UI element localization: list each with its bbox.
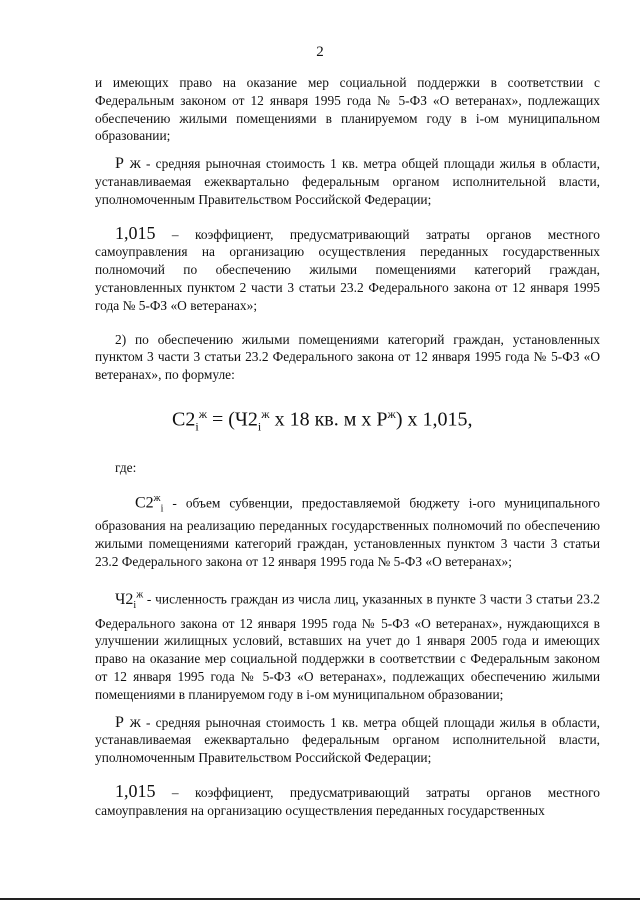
formula-mid-sub: i — [257, 419, 262, 434]
formula-rest: х 18 кв. м х Р — [269, 408, 388, 431]
paragraph-text: – коэффициент, предусматривающий затраты органов местного самоуправления на организацию осуществления переданных государственных — [95, 785, 600, 818]
paragraph-text: - численность граждан из числа лиц, указанных в пункте 3 части 3 статьи 23.2 Федерального закона от 12 января 1995 года № 5-ФЗ «О ветеранах», нуждающихся в улучшении жилищных условий, вставших на учет до 1 января 2005 года и имеющих право на оказание мер социальной поддержки в соответствии с Федеральным законом от 12 января 1995 года № 5-ФЗ «О ветеранах», подлежащих обеспечению жилыми помещениями в планируемом году в i-ом муниципальном образовании; — [95, 591, 600, 702]
paragraph-text: – коэффициент, предусматривающий затраты органов местного самоуправления на организацию осуществления переданных государственных полномочий по обеспечению жилыми помещениями категорий граждан, установленных пунктом 2 части 3 статьи 23.2 Федерального закона от 12 января 1995 года № 5-ФЗ «О ветеранах»; — [95, 226, 600, 313]
page-number: 2 — [316, 44, 324, 60]
paragraph-coefficient — [95, 222, 600, 315]
symbol-ch2-base: Ч2 — [115, 590, 134, 608]
symbol-ch2 — [115, 589, 144, 611]
formula-r-sup: ж — [387, 406, 396, 421]
paragraph-market-price — [95, 155, 600, 208]
formula-eq: = (Ч2 — [206, 408, 258, 431]
symbol-r: Р ж — [115, 713, 141, 731]
symbol-c2-base: С2 — [135, 494, 154, 512]
paragraph-coefficient-2 — [95, 783, 600, 820]
paragraph-text: - средняя рыночная стоимость 1 кв. метра общей площади жилья в области, устанавливаемая ежеквартально федеральным органом исполнительной власти, уполномоченным Правительством Российской Федерации; — [95, 714, 600, 766]
formula-lhs-sub: i — [195, 419, 199, 434]
paragraph-text: - средняя рыночная стоимость 1 кв. метра общей площади жилья в области, устанавливаемая ежеквартально федеральным органом исполнительной власти, уполномоченным Правительством Российской Федерации; — [95, 156, 600, 207]
symbol-c2-sup: ж — [153, 493, 161, 505]
paragraph-market-price-2 — [95, 714, 600, 767]
symbol-ch2-sup: ж — [136, 589, 144, 601]
paragraph-item-2: 2) по обеспечению жилыми помещениями категорий граждан, установленных пунктом 3 части 3 статьи 23.2 Федерального закона от 12 января 1995 года № 5-ФЗ «О ветеранах», по формуле: — [95, 331, 600, 383]
coefficient-value: 1,015 — [115, 781, 156, 801]
symbol-c2 — [115, 492, 163, 517]
formula-lhs: С2 — [172, 408, 196, 431]
bottom-divider — [0, 898, 640, 900]
where-label: где: — [115, 459, 137, 475]
formula-lhs-sup: ж — [198, 406, 207, 421]
formula-tail: ) х 1,015, — [395, 408, 473, 431]
paragraph-subvention — [95, 492, 600, 570]
symbol-c2-sub: i — [160, 503, 164, 515]
symbol-ch2-sub: i — [133, 599, 137, 611]
paragraph-number-of-citizens — [95, 586, 600, 703]
document-body — [95, 74, 600, 820]
formula-mid-sup: ж — [261, 406, 270, 421]
paragraph-continuation: и имеющих право на оказание мер социальной поддержки в соответствии с Федеральным законом от 12 января 1995 года № 5-ФЗ «О ветеранах», подлежащих обеспечению жилыми помещениями в планируемом году в i-ом муниципальном образовании; — [95, 75, 600, 144]
coefficient-value: 1,015 — [115, 222, 156, 243]
formula — [172, 402, 600, 439]
paragraph-text: - объем субвенции, предоставляемой бюджету i-ого муниципального образования на реализацию переданных государственных полномочий по обеспечению жилыми помещениями категорий граждан, установленных пунктом 3 части 3 статьи 23.2 Федерального закона от 12 января 1995 года № 5-ФЗ «О ветеранах»; — [95, 495, 600, 569]
symbol-r: Р ж — [115, 155, 141, 173]
